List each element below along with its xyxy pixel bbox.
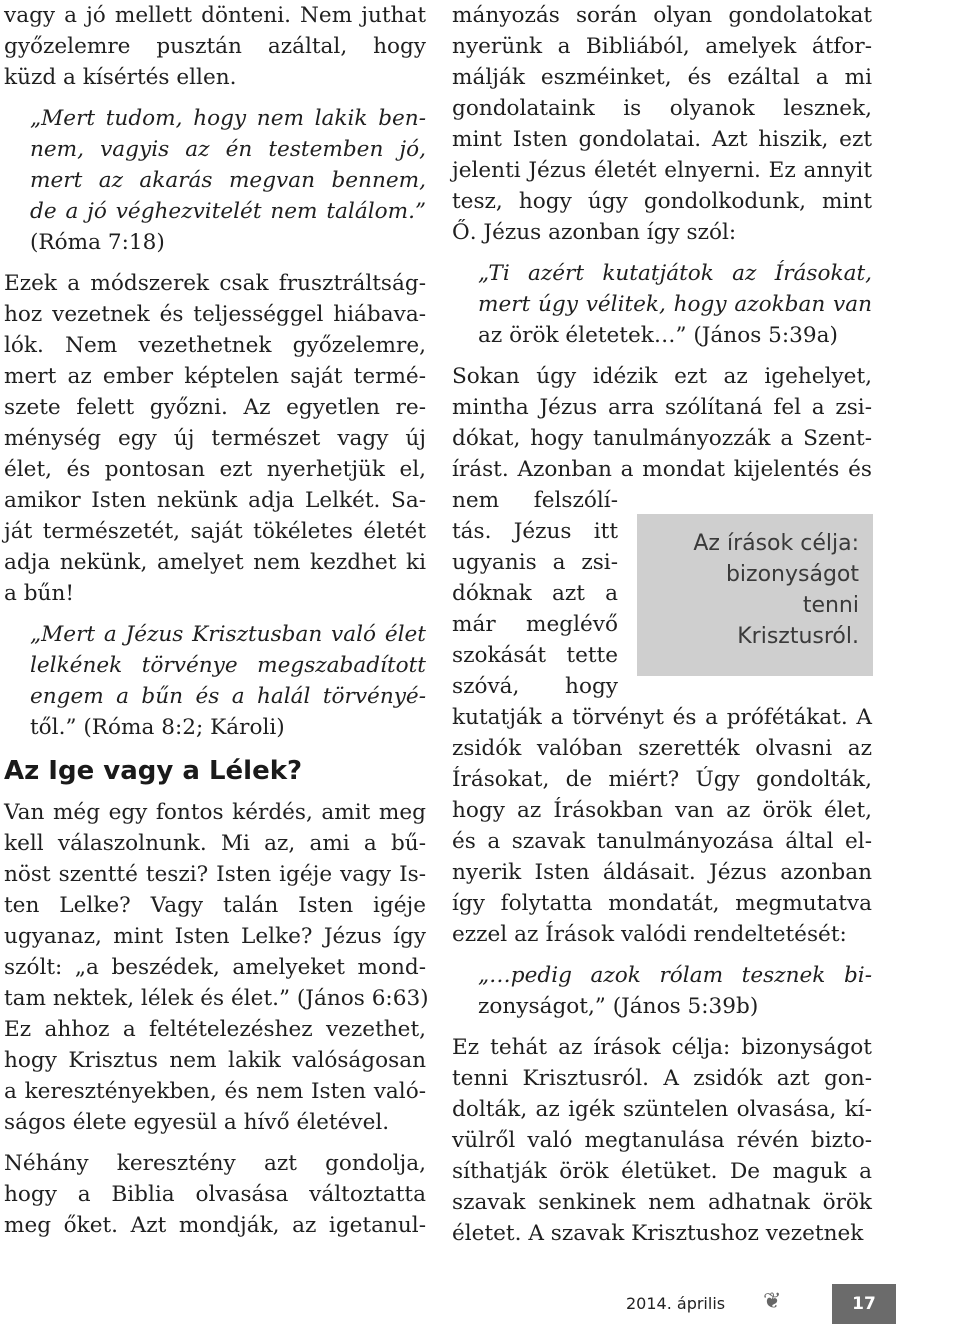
section-heading: Az Ige vagy a Lélek? xyxy=(4,756,303,786)
paragraph-wrap-around-pullquote: nem felszólí- tás. Jézus itt ugyanis a zsi- dóknak azt a már meglévő szokását tette szóvá, hogy xyxy=(452,488,618,699)
paragraph: Van még egy fontos kérdés, amit meg kell válaszolnunk. Mi az, ami a bű- nöst szentté teszi? Isten igéje vagy Is- ten Lelke? Vagy talán Isten igéje ugyanaz, mint Isten Lelke? Jézus így szólt: „a beszédek, amelyeket mond- tam nektek, lélek és élet.” (János 6:63) Ez ahhoz a feltételezéshez vezethet, hogy Krisztus nem lakik valóságosan a keresztényekben, és nem Isten való- ságos élete egyesül a hívő életével. xyxy=(4,800,429,1135)
paragraph: Néhány keresztény azt gondolja, hogy a Biblia olvasása változtatta meg őket. Azt mondják, az igetanul- xyxy=(4,1151,426,1238)
paragraph: vagy a jó mellett dönteni. Nem juthat győzelemre pusztán azáltal, hogy küzd a kísértés ellen. xyxy=(4,3,426,90)
bible-quote: „Mert tudom, hogy nem lakik ben- nem, vagyis az én testemben jó, mert az akarás megvan bennem, de a jó véghezvitelét nem találom.” (Róma 7:18) xyxy=(30,106,426,255)
bible-quote: „…pedig azok rólam tesznek bi- zonyságot,” (János 5:39b) xyxy=(478,963,872,1019)
paragraph: Ezek a módszerek csak frusztráltság- hoz vezetnek és teljességgel hiábava- lók. Nem vezethetnek győzelemre, mert az ember képtelen saját termé- szete felett győzni. Az egyetlen re- ménység egy új természet vagy új élet, és pontosan ezt nyerhetjük el, amikor Isten nekünk adja Lelkét. Sa- ját természetét, saját tökéletes életét adja nekünk, amelyet nem kezdhet ki a bűn! xyxy=(4,271,426,606)
paragraph: mányozás során olyan gondolatokat nyerünk a Bibliából, amelyek átfor- málják eszméinket, és ezáltal a mi gondolataink is olyanok lesznek, mint Isten gondolatai. Azt hiszik, ezt jelenti Jézus életét elnyerni. Ez annyit tesz, hogy úgy gondolkodunk, mint Ő. Jézus azonban így szól: xyxy=(452,3,872,245)
paragraph: Sokan úgy idézik ezt az igehelyet, mintha Jézus arra szólítaná fel a zsi- dókat, hogy tanulmányozzák a Szent- írást. Azonban a mondat kijelentés és xyxy=(452,364,872,482)
bible-quote: „Mert a Jézus Krisztusban való élet lelkének törvénye megszabadított engem a bűn és a halál törvényé- től.” (Róma 8:2; Károli) xyxy=(30,622,426,740)
bible-quote: „Ti azért kutatjátok az Írásokat, mert úgy vélitek, hogy azokban van az örök életetek…” (János 5:39a) xyxy=(478,261,872,348)
paragraph: kutatják a törvényt és a prófétákat. A zsidók valóban szerették olvasni az Írásokat, de miért? Úgy gondolták, hogy az Írásokban van az örök élet, és a szavak tanulmányozása által el- nyerik Isten áldásait. Jézus azonban így folytatta mondatát, megmutatva ezzel az Írások valódi rendeltetését: xyxy=(452,705,872,947)
paragraph: Ez tehát az írások célja: bizonyságot tenni Krisztusról. A zsidók azt gon- dolták, az igék szüntelen olvasása, kí- vülről való megtanulása révén bizto- síthatják örök életüket. De maguk a szavak senkinek nem adhatnak örök életet. A szavak Krisztushoz vezetnek xyxy=(452,1035,872,1246)
ornament-icon: ❦ xyxy=(763,1289,782,1314)
pull-quote: Az írások célja: bizonyságot tenni Krisztusról. xyxy=(637,514,873,676)
footer-date: 2014. április xyxy=(626,1294,726,1313)
left-column xyxy=(4,0,429,1251)
page-number: 17 xyxy=(832,1284,896,1324)
